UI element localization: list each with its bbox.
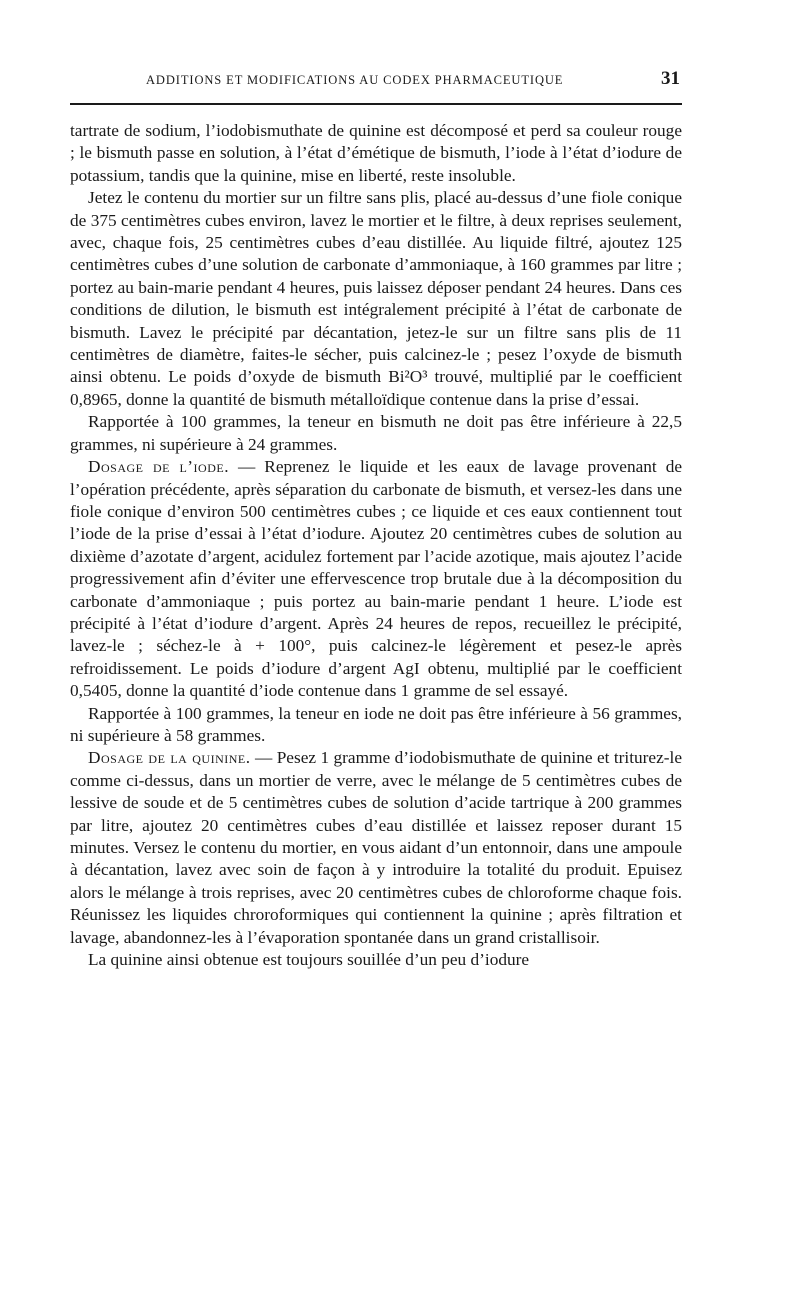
paragraph-text: Jetez le contenu du mortier sur un filtre sans plis, placé au-dessus d’une fiole conique de 375 centimètres cubes environ, lavez le mortier et le filtre, à deux reprises seulement, avec, chaque fois, 25 centimètres cubes d’eau distillée. Au liquide filtré, ajoutez 125 centimètres cubes d’une solution de carbonate d’ammoniaque, à 160 grammes par litre ; portez au bain-marie pendant 4 heures, puis laissez déposer pendant 24 heures. Dans ces conditions de dilution, le bismuth est intégralement précipité à l’état de carbonate de bismuth. Lavez le précipité par décantation, jetez-le sur un filtre sans plis de 11 centimètres de diamètre, faites-le sécher, puis calcinez-le ; pesez l’oxyde de bismuth ainsi obtenu. Le poids d’oxyde de bismuth Bi²O³ trouvé, multiplié par le coefficient 0,8965, donne la quantité de bismuth métalloïdique contenue dans la prise d’essai. <box>70 188 682 409</box>
paragraph <box>70 120 682 187</box>
section-heading-quinine: Dosage de la quinine. <box>88 748 251 768</box>
header-rule <box>70 103 682 105</box>
body-text <box>70 120 682 971</box>
paragraph-text: — Reprenez le liquide et les eaux de lavage provenant de l’opération précédente, après séparation du carbonate de bismuth, et versez-les dans une fiole conique d’environ 500 centimètres cubes ; ce liquide et ces eaux contiennent tout l’iode de la prise d’essai à l’état d’iodure. Ajoutez 20 centimètres cubes de solution au dixième d’azotate d’argent, acidulez fortement par l’acide azotique, mais ajoutez l’acide progressivement afin d’éviter une effervescence trop brutale due à la décomposition du carbonate d’ammoniaque ; puis portez au bain-marie pendant 1 heure. L’iode est précipité à l’état d’iodure d’argent. Après 24 heures de repos, recueillez le précipité, lavez-le ; séchez-le à + 100°, puis calcinez-le légèrement et pesez-le après refroidissement. Le poids d’iodure d’argent AgI obtenu, multiplié par le coefficient 0,5405, donne la quantité d’iode contenue dans 1 gramme de sel essayé. <box>70 457 683 701</box>
section-heading-iode: Dosage de l’iode. <box>88 457 230 477</box>
paragraph-text: La quinine ainsi obtenue est toujours souillée d’un peu d’iodure <box>88 950 530 970</box>
paragraph-text: Rapportée à 100 grammes, la teneur en iode ne doit pas être inférieure à 56 grammes, ni supérieure à 58 grammes. <box>70 703 682 745</box>
running-title: ADDITIONS ET MODIFICATIONS AU CODEX PHARMACEUTIQUE <box>146 73 564 87</box>
paragraph-text: tartrate de sodium, l’iodobismuthate de quinine est décomposé et perd sa couleur rouge ; le bismuth passe en solution, à l’état d’émétique de bismuth, l’iode à l’état d’iodure de potassium, tandis que la quinine, mise en liberté, reste insoluble. <box>70 121 682 185</box>
paragraph <box>70 949 682 971</box>
paragraph <box>70 703 682 748</box>
paragraph <box>70 411 682 456</box>
page-header <box>70 66 682 94</box>
paragraph <box>70 456 682 702</box>
paragraph <box>70 187 682 411</box>
paragraph-text: — Pesez 1 gramme d’iodobismuthate de quinine et triturez-le comme ci-dessus, dans un mortier de verre, avec le mélange de 5 centimètres cubes de lessive de soude et de 5 centimètres cubes de solution d’acide tartrique à 200 grammes par litre, ajoutez 20 centimètres cubes d’eau distillée et laissez reposer durant 15 minutes. Versez le contenu du mortier, en vous aidant d’un entonnoir, dans une ampoule à décantation, lavez avec soin de façon à y introduire la totalité du produit. Epuisez alors le mélange à trois reprises, avec 20 centimètres cubes de chloroforme chaque fois. Réunissez les liquides chroroformiques qui contiennent la quinine ; après filtration et lavage, abandonnez-les à l’évaporation spontanée dans un grand cristallisoir. <box>70 748 682 947</box>
paragraph <box>70 747 682 949</box>
page-number: 31 <box>661 68 680 89</box>
paragraph-text: Rapportée à 100 grammes, la teneur en bismuth ne doit pas être inférieure à 22,5 grammes, ni supérieure à 24 grammes. <box>70 412 682 454</box>
